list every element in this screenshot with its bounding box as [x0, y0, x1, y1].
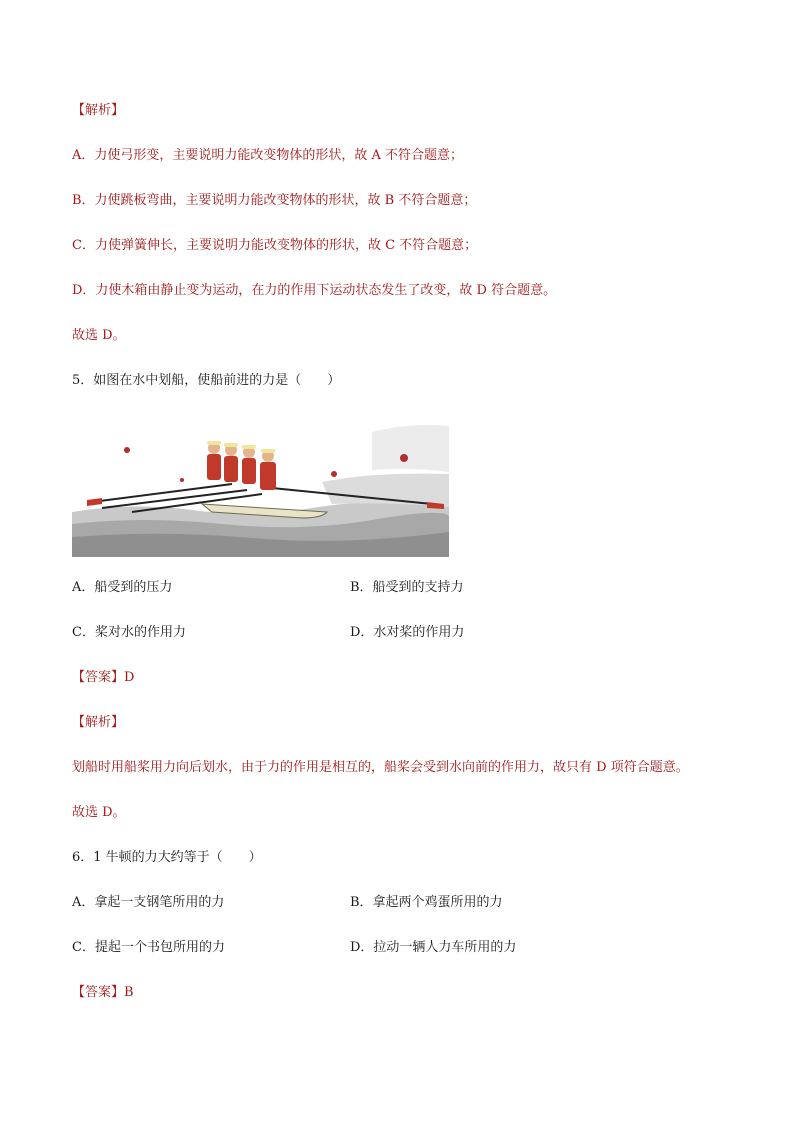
q5-option-a: A．船受到的压力: [72, 580, 173, 595]
analysis-line-b: B．力使跳板弯曲，主要说明力能改变物体的形状，故 B 不符合题意；: [72, 193, 477, 208]
q5-conclusion: 故选 D。: [72, 805, 126, 820]
q6-option-b: B．拿起两个鸡蛋所用的力: [350, 895, 503, 910]
rowing-boat-image: [72, 412, 449, 557]
question-6-stem: 6．1 牛顿的力大约等于（ ）: [72, 850, 262, 865]
rowing-illustration: [72, 412, 449, 557]
q6-option-a: A．拿起一支钢笔所用的力: [72, 895, 225, 910]
q5-analysis: 划船时用船桨用力向后划水，由于力的作用是相互的，船桨会受到水向前的作用力，故只有 D 项符合题意。: [72, 760, 689, 775]
q5-option-c: C．桨对水的作用力: [72, 625, 186, 640]
question-5-stem: 5．如图在水中划船，使船前进的力是（ ）: [72, 373, 341, 388]
q5-option-b: B．船受到的支持力: [350, 580, 464, 595]
analysis-heading: 【解析】: [72, 103, 125, 118]
analysis-line-c: C．力使弹簧伸长，主要说明力能改变物体的形状，故 C 不符合题意；: [72, 238, 478, 253]
q5-answer: 【答案】D: [72, 670, 135, 685]
q5-analysis-heading: 【解析】: [72, 715, 125, 730]
analysis-line-a: A．力使弓形变，主要说明力能改变物体的形状，故 A 不符合题意；: [72, 148, 464, 163]
q6-option-c: C．提起一个书包所用的力: [72, 940, 225, 955]
analysis-conclusion: 故选 D。: [72, 328, 126, 343]
analysis-line-d: D．力使木箱由静止变为运动，在力的作用下运动状态发生了改变，故 D 符合题意。: [72, 283, 557, 298]
q6-answer: 【答案】B: [72, 985, 134, 1000]
q5-option-d: D．水对桨的作用力: [350, 625, 465, 640]
q6-option-d: D．拉动一辆人力车所用的力: [350, 940, 517, 955]
